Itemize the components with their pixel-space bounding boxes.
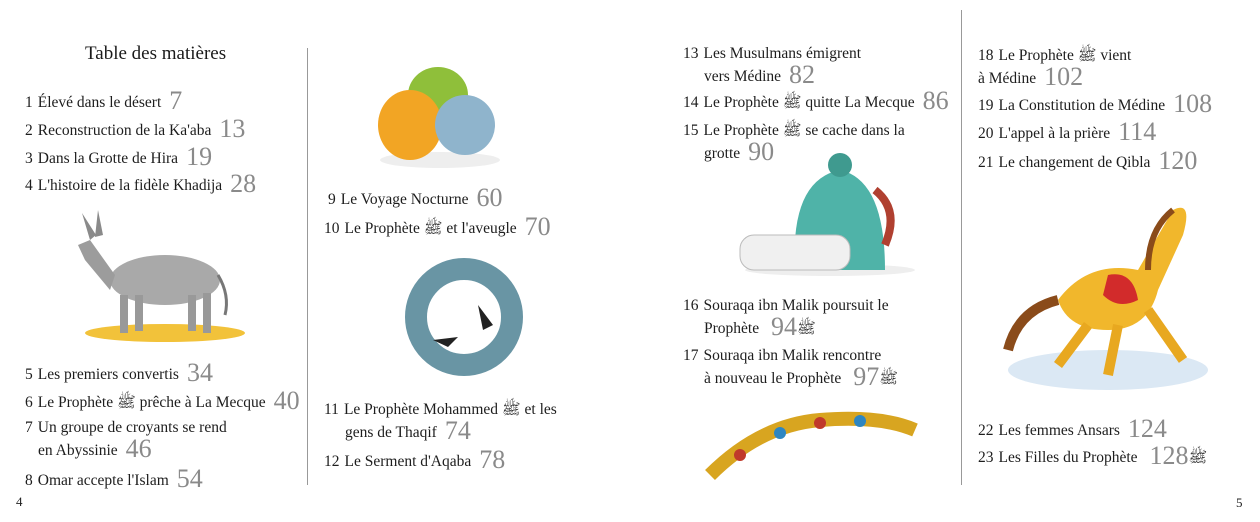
page-reference: 34 xyxy=(186,358,213,387)
chapter-number: 9 xyxy=(328,191,336,208)
page-reference: 90 xyxy=(748,137,775,166)
toc-entry-line xyxy=(324,445,506,474)
chapter-number: 15 xyxy=(683,122,699,139)
chapter-title: Le Voyage Nocturne xyxy=(340,191,469,208)
chapter-title: Les premiers convertis xyxy=(37,366,179,383)
chapter-number: 6 xyxy=(25,394,33,411)
page-reference: 94 xyxy=(770,312,797,341)
chapter-title: Les Musulmans émigrent xyxy=(703,45,862,62)
chapter-title: Souraqa ibn Malik poursuit le xyxy=(703,297,889,314)
toc-entry[interactable] xyxy=(25,358,213,387)
toc-entry[interactable] xyxy=(978,45,1131,89)
toc-entry[interactable] xyxy=(324,399,557,443)
page-reference: 19 xyxy=(186,142,213,171)
toc-entry-line xyxy=(978,89,1213,118)
toc-entry[interactable] xyxy=(978,146,1198,175)
page-reference: 70 xyxy=(524,212,551,241)
chapter-title: Un groupe de croyants se rend xyxy=(37,419,227,436)
toc-entry-line xyxy=(25,114,246,143)
toc-entry[interactable] xyxy=(25,169,257,198)
toc-entry[interactable] xyxy=(683,86,949,115)
donkey-illustration xyxy=(70,205,245,350)
toc-entry-line xyxy=(683,60,861,89)
chapter-title: vers Médine xyxy=(704,68,782,85)
page-number-left: 4 xyxy=(16,494,23,509)
page-reference: 54 xyxy=(176,464,203,493)
toc-title: Table des matières xyxy=(85,43,227,64)
column-divider xyxy=(961,10,962,485)
chapter-number: 2 xyxy=(25,122,33,139)
page-reference: 13 xyxy=(219,114,246,143)
chapter-number: 1 xyxy=(25,94,33,111)
toc-entry[interactable] xyxy=(324,445,506,474)
page-reference: 46 xyxy=(125,434,152,463)
page-number-right: 5 xyxy=(1236,495,1243,510)
toc-entry-line xyxy=(25,142,213,171)
toc-entry-line xyxy=(683,312,889,341)
toc-entry-line xyxy=(978,441,1208,470)
chapter-title: grotte xyxy=(704,145,741,162)
toc-entry-line xyxy=(978,146,1198,175)
chapter-title: Prophète ﷺ xyxy=(704,320,816,337)
chapter-title: à Médine xyxy=(978,70,1037,87)
chapter-title: Souraqa ibn Malik rencontre xyxy=(703,347,882,364)
page-reference: 78 xyxy=(479,445,506,474)
chapter-title: Le Prophète ﷺ et l'aveugle xyxy=(344,220,517,237)
chapter-number: 16 xyxy=(683,297,699,314)
chapter-number: 3 xyxy=(25,150,33,167)
chapter-number: 17 xyxy=(683,347,699,364)
toc-entry[interactable] xyxy=(683,43,861,87)
chapter-title: Élevé dans le désert xyxy=(37,94,162,111)
chapter-number: 18 xyxy=(978,47,994,64)
chapter-number: 21 xyxy=(978,154,994,171)
chapter-title: à nouveau le Prophète ﷺ xyxy=(704,370,898,387)
page-reference: 128 xyxy=(1149,441,1189,470)
toc-entry[interactable] xyxy=(683,295,889,339)
chapter-number: 11 xyxy=(324,401,339,418)
toc-entry[interactable] xyxy=(25,86,183,115)
toc-entry[interactable] xyxy=(25,142,213,171)
chapter-number: 23 xyxy=(978,449,994,466)
chapter-title: L'appel à la prière xyxy=(998,125,1111,142)
toc-entry-line xyxy=(324,399,557,420)
chapter-title: Le Serment d'Aqaba xyxy=(344,453,472,470)
page-reference: 7 xyxy=(169,86,183,115)
page-reference: 120 xyxy=(1158,146,1198,175)
chapter-number: 4 xyxy=(25,177,33,194)
page-reference: 74 xyxy=(444,416,471,445)
toc-entry-line xyxy=(25,386,300,415)
chapter-title: Le Prophète ﷺ se cache dans la xyxy=(703,122,905,139)
chapter-title: Le Prophète Mohammed ﷺ et les xyxy=(343,401,557,418)
chapter-title: Omar accepte l'Islam xyxy=(37,472,169,489)
chapter-title: gens de Thaqif xyxy=(345,424,437,441)
pots-illustration xyxy=(370,50,505,175)
toc-entry[interactable] xyxy=(328,183,503,212)
birds-circle-illustration xyxy=(398,255,533,380)
toc-entry-line xyxy=(25,86,183,115)
page-reference: 82 xyxy=(789,60,816,89)
chapter-title: Le Prophète ﷺ vient xyxy=(998,47,1132,64)
toc-entry-line xyxy=(324,416,557,445)
toc-entry-line xyxy=(324,212,551,241)
chapter-number: 7 xyxy=(25,419,33,436)
toc-entry-line xyxy=(25,434,227,463)
chapter-number: 20 xyxy=(978,125,994,142)
toc-entry[interactable] xyxy=(978,414,1167,443)
toc-entry-line xyxy=(25,169,257,198)
chapter-number: 22 xyxy=(978,422,994,439)
chapter-title: Les femmes Ansars xyxy=(998,422,1120,439)
chapter-title: Dans la Grotte de Hira xyxy=(37,150,179,167)
page-reference: 40 xyxy=(273,386,300,415)
chapter-number: 13 xyxy=(683,45,699,62)
chapter-title: Le Prophète ﷺ quitte La Mecque xyxy=(703,94,915,111)
toc-entry-line xyxy=(25,464,203,493)
toc-entry-line xyxy=(683,120,905,141)
horse-illustration xyxy=(998,190,1218,395)
toc-entry[interactable] xyxy=(25,417,227,461)
page-reference: 60 xyxy=(476,183,503,212)
toc-entry-line xyxy=(978,414,1167,443)
page-reference: 97 xyxy=(853,362,880,391)
chapter-title: Les Filles du Prophète ﷺ xyxy=(998,449,1208,466)
chapter-number: 12 xyxy=(324,453,340,470)
toc-entry[interactable] xyxy=(25,386,300,415)
chapter-title: Reconstruction de la Ka'aba xyxy=(37,122,212,139)
helmet-scroll-illustration xyxy=(735,150,915,290)
chapter-title: La Constitution de Médine xyxy=(998,97,1166,114)
toc-entry[interactable] xyxy=(25,114,246,143)
toc-entry[interactable] xyxy=(324,212,551,241)
chapter-title: L'histoire de la fidèle Khadija xyxy=(37,177,223,194)
toc-entry[interactable] xyxy=(25,464,203,493)
toc-entry-line xyxy=(683,137,905,166)
toc-entry-line xyxy=(683,362,898,391)
toc-entry-line xyxy=(978,62,1131,91)
chapter-title: Le Prophète ﷺ prêche à La Mecque xyxy=(37,394,266,411)
chapter-number: 14 xyxy=(683,94,699,111)
column-divider xyxy=(307,48,308,485)
chapter-number: 19 xyxy=(978,97,994,114)
toc-entry[interactable] xyxy=(978,441,1208,470)
toc-entry[interactable] xyxy=(683,120,905,164)
page-reference: 124 xyxy=(1127,414,1167,443)
chapter-number: 5 xyxy=(25,366,33,383)
toc-entry[interactable] xyxy=(683,345,898,389)
toc-entry-line xyxy=(683,86,949,115)
chapter-number: 8 xyxy=(25,472,33,489)
necklace-illustration xyxy=(700,405,920,485)
toc-entry-line xyxy=(683,43,861,64)
page-reference: 86 xyxy=(922,86,949,115)
toc-entry[interactable] xyxy=(978,89,1213,118)
toc-entry-line xyxy=(328,183,503,212)
toc-entry-line xyxy=(978,117,1157,146)
chapter-title: en Abyssinie xyxy=(38,442,118,459)
chapter-title: Le changement de Qibla xyxy=(998,154,1151,171)
chapter-number: 10 xyxy=(324,220,340,237)
page-reference: 114 xyxy=(1118,117,1157,146)
toc-entry[interactable] xyxy=(978,117,1157,146)
page-reference: 102 xyxy=(1044,62,1084,91)
page-reference: 28 xyxy=(230,169,257,198)
page-reference: 108 xyxy=(1173,89,1213,118)
toc-entry-line xyxy=(25,358,213,387)
